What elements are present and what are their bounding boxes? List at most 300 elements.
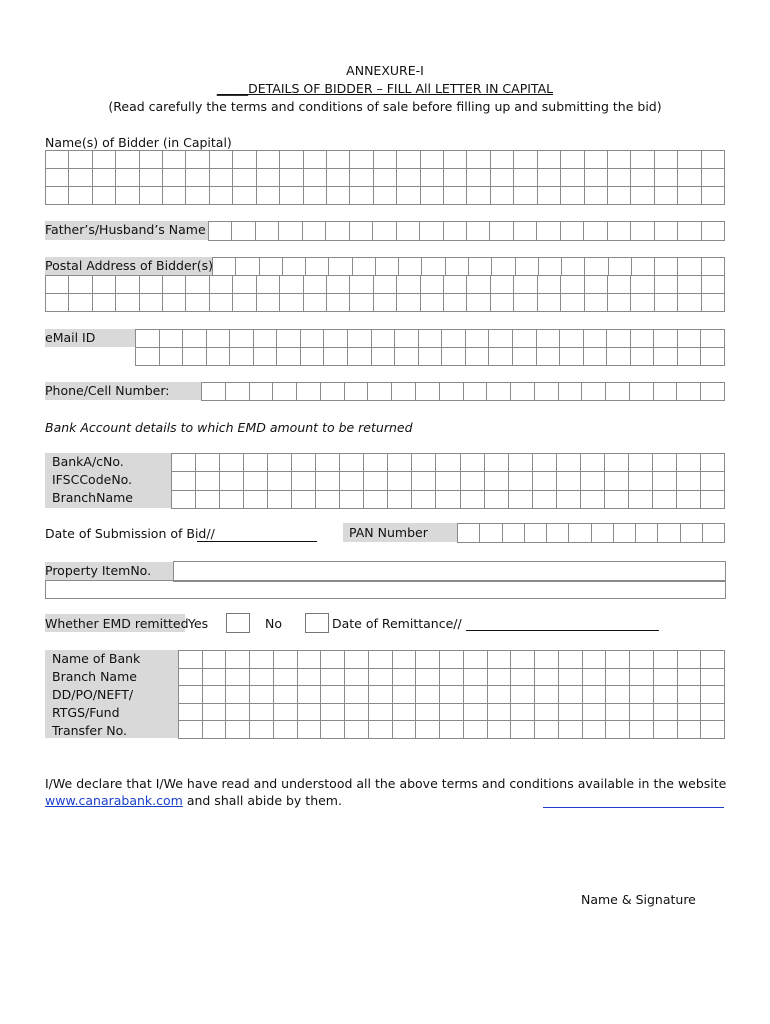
grid-cell[interactable] [511, 686, 535, 704]
grid-cell[interactable] [537, 348, 561, 366]
grid-cell[interactable] [547, 524, 569, 543]
grid-cell[interactable] [397, 151, 420, 169]
grid-cell[interactable] [321, 383, 345, 401]
grid-cell[interactable] [464, 704, 488, 722]
grid-cell[interactable] [213, 258, 236, 276]
grid-cell[interactable] [421, 151, 444, 169]
grid-cell[interactable] [350, 187, 373, 205]
grid-cell[interactable] [557, 491, 581, 509]
grid-cell[interactable] [230, 348, 254, 366]
grid-cell[interactable] [136, 348, 160, 366]
grid-cell[interactable] [220, 454, 244, 472]
grid-cell[interactable] [69, 294, 92, 312]
grid-cell[interactable] [581, 454, 605, 472]
grid-cell[interactable] [140, 151, 163, 169]
grid-cell[interactable] [250, 721, 274, 739]
grid-cell[interactable] [464, 669, 488, 687]
grid-cell[interactable] [226, 686, 250, 704]
pan-grid[interactable] [457, 523, 725, 543]
grid-cell[interactable] [491, 294, 514, 312]
grid-cell[interactable] [581, 491, 605, 509]
grid-cell[interactable] [630, 704, 654, 722]
grid-cell[interactable] [388, 491, 412, 509]
grid-cell[interactable] [277, 348, 301, 366]
grid-cell[interactable] [298, 686, 322, 704]
grid-cell[interactable] [250, 686, 274, 704]
grid-cell[interactable] [419, 348, 443, 366]
grid-cell[interactable] [388, 472, 412, 490]
grid-cell[interactable] [513, 348, 537, 366]
grid-cell[interactable] [678, 187, 701, 205]
grid-cell[interactable] [274, 704, 298, 722]
grid-cell[interactable] [416, 686, 440, 704]
grid-cell[interactable] [678, 348, 702, 366]
grid-cell[interactable] [369, 686, 393, 704]
grid-cell[interactable] [585, 169, 608, 187]
grid-cell[interactable] [172, 454, 196, 472]
grid-cell[interactable] [606, 721, 630, 739]
grid-cell[interactable] [163, 294, 186, 312]
grid-cell[interactable] [374, 151, 397, 169]
grid-cell[interactable] [461, 472, 485, 490]
grid-cell[interactable] [583, 721, 607, 739]
postal-address-grid-top[interactable] [212, 257, 725, 276]
grid-cell[interactable] [274, 669, 298, 687]
grid-cell[interactable] [464, 686, 488, 704]
grid-cell[interactable] [701, 704, 725, 722]
grid-cell[interactable] [350, 276, 373, 294]
grid-cell[interactable] [203, 721, 227, 739]
grid-cell[interactable] [250, 704, 274, 722]
grid-cell[interactable] [172, 491, 196, 509]
grid-cell[interactable] [681, 524, 703, 543]
grid-cell[interactable] [655, 169, 678, 187]
grid-cell[interactable] [69, 151, 92, 169]
grid-cell[interactable] [140, 187, 163, 205]
grid-cell[interactable] [279, 222, 302, 241]
grid-cell[interactable] [350, 294, 373, 312]
grid-cell[interactable] [301, 348, 325, 366]
grid-cell[interactable] [559, 721, 583, 739]
grid-cell[interactable] [412, 454, 436, 472]
grid-cell[interactable] [268, 454, 292, 472]
grid-cell[interactable] [280, 276, 303, 294]
grid-cell[interactable] [140, 169, 163, 187]
grid-cell[interactable] [538, 276, 561, 294]
grid-cell[interactable] [537, 222, 560, 241]
grid-cell[interactable] [353, 258, 376, 276]
grid-cell[interactable] [210, 294, 233, 312]
grid-cell[interactable] [678, 686, 702, 704]
grid-cell[interactable] [244, 472, 268, 490]
grid-cell[interactable] [321, 651, 345, 669]
grid-cell[interactable] [304, 187, 327, 205]
no-checkbox[interactable] [305, 613, 329, 633]
grid-cell[interactable] [440, 651, 464, 669]
grid-cell[interactable] [274, 651, 298, 669]
grid-cell[interactable] [655, 294, 678, 312]
grid-cell[interactable] [116, 151, 139, 169]
grid-cell[interactable] [207, 348, 231, 366]
grid-cell[interactable] [559, 686, 583, 704]
grid-cell[interactable] [467, 276, 490, 294]
grid-cell[interactable] [511, 669, 535, 687]
grid-cell[interactable] [321, 686, 345, 704]
grid-cell[interactable] [584, 222, 607, 241]
grid-cell[interactable] [440, 383, 464, 401]
grid-cell[interactable] [583, 651, 607, 669]
grid-cell[interactable] [172, 472, 196, 490]
grid-cell[interactable] [701, 491, 725, 509]
grid-cell[interactable] [702, 151, 725, 169]
grid-cell[interactable] [538, 294, 561, 312]
grid-cell[interactable] [678, 276, 701, 294]
grid-cell[interactable] [608, 187, 631, 205]
grid-cell[interactable] [511, 383, 535, 401]
grid-cell[interactable] [442, 348, 466, 366]
grid-cell[interactable] [340, 454, 364, 472]
grid-cell[interactable] [461, 491, 485, 509]
grid-cell[interactable] [388, 454, 412, 472]
grid-cell[interactable] [369, 704, 393, 722]
grid-cell[interactable] [69, 169, 92, 187]
grid-cell[interactable] [533, 491, 557, 509]
grid-cell[interactable] [655, 258, 678, 276]
grid-cell[interactable] [503, 524, 525, 543]
grid-cell[interactable] [701, 472, 725, 490]
grid-cell[interactable] [629, 491, 653, 509]
grid-cell[interactable] [303, 222, 326, 241]
grid-cell[interactable] [393, 651, 417, 669]
grid-cell[interactable] [345, 651, 369, 669]
grid-cell[interactable] [220, 491, 244, 509]
grid-cell[interactable] [678, 669, 702, 687]
grid-cell[interactable] [183, 348, 207, 366]
grid-cell[interactable] [292, 454, 316, 472]
grid-cell[interactable] [233, 276, 256, 294]
grid-cell[interactable] [677, 454, 701, 472]
grid-cell[interactable] [630, 669, 654, 687]
grid-cell[interactable] [559, 704, 583, 722]
grid-cell[interactable] [327, 276, 350, 294]
grid-cell[interactable] [416, 383, 440, 401]
grid-cell[interactable] [511, 651, 535, 669]
grid-cell[interactable] [140, 276, 163, 294]
grid-cell[interactable] [655, 151, 678, 169]
grid-cell[interactable] [509, 454, 533, 472]
grid-cell[interactable] [557, 454, 581, 472]
grid-cell[interactable] [202, 383, 226, 401]
grid-cell[interactable] [298, 704, 322, 722]
grid-cell[interactable] [585, 276, 608, 294]
grid-cell[interactable] [446, 258, 469, 276]
grid-cell[interactable] [186, 294, 209, 312]
grid-cell[interactable] [654, 721, 678, 739]
grid-cell[interactable] [655, 222, 678, 241]
grid-cell[interactable] [654, 686, 678, 704]
grid-cell[interactable] [561, 276, 584, 294]
grid-cell[interactable] [116, 276, 139, 294]
grid-cell[interactable] [488, 686, 512, 704]
grid-cell[interactable] [140, 294, 163, 312]
grid-cell[interactable] [509, 491, 533, 509]
grid-cell[interactable] [561, 187, 584, 205]
grid-cell[interactable] [535, 383, 559, 401]
grid-cell[interactable] [629, 472, 653, 490]
grid-cell[interactable] [467, 222, 490, 241]
grid-cell[interactable] [203, 651, 227, 669]
grid-cell[interactable] [233, 151, 256, 169]
grid-cell[interactable] [350, 222, 373, 241]
grid-cell[interactable] [559, 383, 583, 401]
grid-cell[interactable] [46, 169, 69, 187]
grid-cell[interactable] [301, 330, 325, 348]
grid-cell[interactable] [364, 472, 388, 490]
grid-cell[interactable] [485, 472, 509, 490]
grid-cell[interactable] [703, 524, 725, 543]
grid-cell[interactable] [654, 383, 678, 401]
grid-cell[interactable] [257, 151, 280, 169]
grid-cell[interactable] [488, 669, 512, 687]
grid-cell[interactable] [297, 383, 321, 401]
grid-cell[interactable] [653, 472, 677, 490]
grid-cell[interactable] [186, 276, 209, 294]
grid-cell[interactable] [702, 258, 725, 276]
grid-cell[interactable] [374, 169, 397, 187]
grid-cell[interactable] [560, 330, 584, 348]
grid-cell[interactable] [583, 686, 607, 704]
grid-cell[interactable] [581, 472, 605, 490]
canarabank-link[interactable]: www.canarabank.com [45, 793, 183, 808]
grid-cell[interactable] [163, 187, 186, 205]
grid-cell[interactable] [511, 704, 535, 722]
grid-cell[interactable] [392, 383, 416, 401]
grid-cell[interactable] [559, 651, 583, 669]
grid-cell[interactable] [606, 669, 630, 687]
grid-cell[interactable] [539, 258, 562, 276]
grid-cell[interactable] [210, 151, 233, 169]
grid-cell[interactable] [220, 472, 244, 490]
grid-cell[interactable] [678, 704, 702, 722]
grid-cell[interactable] [230, 330, 254, 348]
grid-cell[interactable] [274, 686, 298, 704]
grid-cell[interactable] [444, 222, 467, 241]
grid-cell[interactable] [514, 169, 537, 187]
grid-cell[interactable] [116, 294, 139, 312]
grid-cell[interactable] [466, 348, 490, 366]
father-name-grid[interactable] [208, 221, 725, 241]
grid-cell[interactable] [364, 454, 388, 472]
grid-cell[interactable] [226, 651, 250, 669]
grid-cell[interactable] [393, 686, 417, 704]
grid-cell[interactable] [46, 276, 69, 294]
grid-cell[interactable] [629, 454, 653, 472]
postal-address-grid[interactable] [45, 275, 725, 312]
grid-cell[interactable] [701, 330, 725, 348]
grid-cell[interactable] [561, 222, 584, 241]
grid-cell[interactable] [440, 686, 464, 704]
grid-cell[interactable] [233, 294, 256, 312]
grid-cell[interactable] [283, 258, 306, 276]
grid-cell[interactable] [292, 472, 316, 490]
grid-cell[interactable] [421, 294, 444, 312]
grid-cell[interactable] [535, 704, 559, 722]
grid-cell[interactable] [569, 524, 591, 543]
grid-cell[interactable] [369, 669, 393, 687]
grid-cell[interactable] [653, 491, 677, 509]
grid-cell[interactable] [631, 151, 654, 169]
grid-cell[interactable] [46, 187, 69, 205]
grid-cell[interactable] [535, 669, 559, 687]
grid-cell[interactable] [701, 454, 725, 472]
grid-cell[interactable] [268, 472, 292, 490]
grid-cell[interactable] [701, 686, 725, 704]
grid-cell[interactable] [440, 669, 464, 687]
grid-cell[interactable] [514, 222, 537, 241]
grid-cell[interactable] [277, 330, 301, 348]
grid-cell[interactable] [163, 169, 186, 187]
grid-cell[interactable] [631, 294, 654, 312]
grid-cell[interactable] [464, 383, 488, 401]
grid-cell[interactable] [701, 348, 725, 366]
bank-account-grid[interactable] [171, 453, 725, 509]
grid-cell[interactable] [511, 721, 535, 739]
grid-cell[interactable] [183, 330, 207, 348]
bank-transfer-grid[interactable] [178, 650, 725, 739]
grid-cell[interactable] [397, 276, 420, 294]
grid-cell[interactable] [186, 151, 209, 169]
grid-cell[interactable] [606, 651, 630, 669]
grid-cell[interactable] [605, 472, 629, 490]
grid-cell[interactable] [559, 669, 583, 687]
grid-cell[interactable] [608, 294, 631, 312]
grid-cell[interactable] [582, 383, 606, 401]
grid-cell[interactable] [179, 721, 203, 739]
grid-cell[interactable] [509, 472, 533, 490]
grid-cell[interactable] [280, 187, 303, 205]
grid-cell[interactable] [203, 686, 227, 704]
grid-cell[interactable] [280, 294, 303, 312]
grid-cell[interactable] [399, 258, 422, 276]
grid-cell[interactable] [514, 187, 537, 205]
grid-cell[interactable] [436, 491, 460, 509]
grid-cell[interactable] [250, 651, 274, 669]
grid-cell[interactable] [630, 686, 654, 704]
grid-cell[interactable] [321, 704, 345, 722]
grid-cell[interactable] [630, 651, 654, 669]
grid-cell[interactable] [369, 721, 393, 739]
grid-cell[interactable] [655, 187, 678, 205]
grid-cell[interactable] [345, 721, 369, 739]
grid-cell[interactable] [345, 383, 369, 401]
grid-cell[interactable] [374, 294, 397, 312]
grid-cell[interactable] [348, 348, 372, 366]
grid-cell[interactable] [678, 294, 701, 312]
grid-cell[interactable] [69, 276, 92, 294]
grid-cell[interactable] [324, 330, 348, 348]
grid-cell[interactable] [292, 491, 316, 509]
grid-cell[interactable] [702, 187, 725, 205]
grid-cell[interactable] [327, 294, 350, 312]
grid-cell[interactable] [304, 151, 327, 169]
grid-cell[interactable] [560, 348, 584, 366]
grid-cell[interactable] [631, 348, 655, 366]
grid-cell[interactable] [306, 258, 329, 276]
grid-cell[interactable] [350, 151, 373, 169]
grid-cell[interactable] [701, 651, 725, 669]
grid-cell[interactable] [179, 669, 203, 687]
grid-cell[interactable] [632, 258, 655, 276]
grid-cell[interactable] [160, 330, 184, 348]
grid-cell[interactable] [537, 330, 561, 348]
grid-cell[interactable] [535, 721, 559, 739]
grid-cell[interactable] [654, 651, 678, 669]
grid-cell[interactable] [257, 276, 280, 294]
grid-cell[interactable] [350, 169, 373, 187]
grid-cell[interactable] [464, 721, 488, 739]
grid-cell[interactable] [458, 524, 480, 543]
grid-cell[interactable] [631, 276, 654, 294]
grid-cell[interactable] [203, 704, 227, 722]
grid-cell[interactable] [467, 151, 490, 169]
grid-cell[interactable] [397, 294, 420, 312]
grid-cell[interactable] [210, 169, 233, 187]
grid-cell[interactable] [538, 151, 561, 169]
grid-cell[interactable] [469, 258, 492, 276]
grid-cell[interactable] [702, 169, 725, 187]
grid-cell[interactable] [467, 294, 490, 312]
grid-cell[interactable] [226, 669, 250, 687]
grid-cell[interactable] [160, 348, 184, 366]
grid-cell[interactable] [444, 169, 467, 187]
grid-cell[interactable] [304, 294, 327, 312]
grid-cell[interactable] [678, 222, 701, 241]
grid-cell[interactable] [196, 472, 220, 490]
grid-cell[interactable] [442, 330, 466, 348]
grid-cell[interactable] [372, 348, 396, 366]
grid-cell[interactable] [250, 383, 274, 401]
grid-cell[interactable] [280, 169, 303, 187]
declaration-signature-line[interactable] [543, 807, 724, 808]
grid-cell[interactable] [592, 524, 614, 543]
grid-cell[interactable] [256, 222, 279, 241]
grid-cell[interactable] [464, 651, 488, 669]
grid-cell[interactable] [585, 151, 608, 169]
grid-cell[interactable] [584, 330, 608, 348]
phone-grid[interactable] [201, 382, 725, 401]
grid-cell[interactable] [467, 187, 490, 205]
grid-cell[interactable] [655, 276, 678, 294]
grid-cell[interactable] [514, 294, 537, 312]
grid-cell[interactable] [321, 669, 345, 687]
grid-cell[interactable] [491, 169, 514, 187]
grid-cell[interactable] [374, 187, 397, 205]
grid-cell[interactable] [606, 686, 630, 704]
grid-cell[interactable] [488, 704, 512, 722]
grid-cell[interactable] [561, 294, 584, 312]
grid-cell[interactable] [179, 704, 203, 722]
grid-cell[interactable] [327, 169, 350, 187]
grid-cell[interactable] [232, 222, 255, 241]
grid-cell[interactable] [397, 187, 420, 205]
grid-cell[interactable] [608, 169, 631, 187]
grid-cell[interactable] [226, 383, 250, 401]
grid-cell[interactable] [678, 721, 702, 739]
grid-cell[interactable] [340, 472, 364, 490]
grid-cell[interactable] [273, 383, 297, 401]
grid-cell[interactable] [631, 169, 654, 187]
grid-cell[interactable] [654, 669, 678, 687]
